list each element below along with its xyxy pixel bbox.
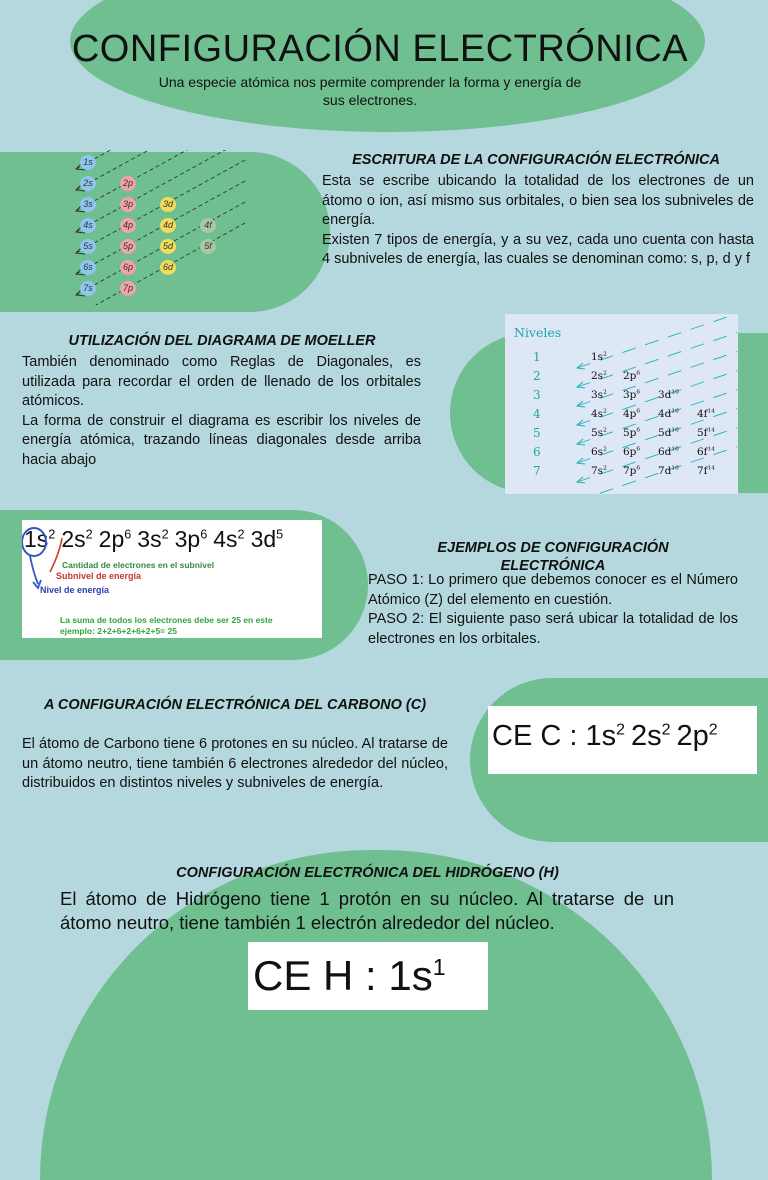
orbital-6d: 6d [160,260,176,275]
carbono-paragraph: El átomo de Carbono tiene 6 protones en su núcleo. Al tratarse de un átomo neutro, tiene también 6 electrones alrededor del núcleo, distribuidos en distintos niveles y subniveles de energía. [22,736,448,791]
orbital-5p: 5p [120,239,136,254]
niveles-term-6s: $6s^2$ [591,446,607,458]
escritura-paragraph-1: Esta se escribe ubicando la totalidad de los electrones de un átomo o ion, así mismo sus orbitales, o bien sea los subniveles de energía. [322,173,754,228]
formula-term-2s: $2s^2$ [630,720,671,752]
level-number-4: 4 [533,407,541,421]
orbital-4p: 4p [120,218,136,233]
orbital-2p: 2p [120,176,136,191]
niveles-term-4f: $4f^{14}$ [697,408,715,420]
niveles-term-3d: $3d^{10}$ [658,389,679,401]
ejemplos-paso-1: PASO 1: Lo primero que debemos conocer es el Número Atómico (Z) del elemento en cuestión. [368,572,738,608]
ejemplos-text [368,571,738,649]
page-title: CONFIGURACIÓN ELECTRÓNICA [71,28,689,70]
orbital-6p: 6p [120,260,136,275]
formula-term-3d: $3d^5$ [250,526,284,552]
formula-prefix: CE H : [253,952,389,999]
ejemplos-heading: EJEMPLOS DE CONFIGURACIÓN ELECTRÓNICA [437,540,669,574]
niveles-term-5p: $5p^6$ [623,427,641,439]
formula-term-2p: $2p^6$ [98,526,132,552]
niveles-term-1s: $1s^2$ [591,351,607,363]
niveles-term-4d: $4d^{10}$ [658,408,679,420]
niveles-term-4p: $4p^6$ [623,408,641,420]
formula-term-2s: $2s^2$ [61,526,93,552]
annotation-sum-line-2: ejemplo: 2+2+6+2+6+2+5= 25 [60,626,177,636]
orbital-2s: 2s [80,176,96,191]
escritura-heading: ESCRITURA DE LA CONFIGURACIÓN ELECTRÓNICA [352,152,720,168]
orbital-5d: 5d [160,239,176,254]
page-subtitle: Una especie atómica nos permite comprender la forma y energía de sus electrones. [158,74,582,108]
formula-term-4s: $4s^2$ [213,526,245,552]
hidrogeno-heading: CONFIGURACIÓN ELECTRÓNICA DEL HIDRÓGENO (H) [176,865,559,881]
niveles-term-6d: $6d^{10}$ [658,446,679,458]
annotation-sublevel: Subnivel de energía [56,571,142,581]
annotation-sum-line-1: La suma de todos los electrones debe ser 25 en este [60,615,273,625]
carbono-heading: A CONFIGURACIÓN ELECTRÓNICA DEL CARBONO (C) [43,697,427,713]
hidrogeno-text [60,887,674,935]
example-configuration-card [22,520,322,638]
level-number-1: 1 [533,350,541,364]
niveles-term-2p: $2p^6$ [623,370,641,382]
moeller-heading: UTILIZACIÓN DEL DIAGRAMA DE MOELLER [68,333,376,349]
orbital-6s: 6s [80,260,96,275]
hidrogeno-paragraph: El átomo de Hidrógeno tiene 1 protón en su núcleo. Al tratarse de un átomo neutro, tiene también 1 electrón alrededor del núcleo. [60,888,674,933]
ejemplos-paso-2: PASO 2: El siguiente paso será ubicar la totalidad de los electrones en los orbitales. [368,611,738,647]
niveles-term-3p: $3p^6$ [623,389,641,401]
level-number-5: 5 [533,426,541,440]
formula-term-1s: $1s^2$ [24,526,56,552]
niveles-term-5f: $5f^{14}$ [697,427,715,439]
formula-prefix: CE C : [492,720,586,752]
hydrogen-formula [253,952,446,1000]
annotation-electron-count: Cantidad de electrones en el subnivel [62,560,215,570]
diagonal-line [76,150,246,190]
carbono-text [22,735,448,794]
escritura-text [322,172,754,270]
orbital-3s: 3s [80,197,96,212]
orbital-7p: 7p [120,281,136,296]
orbital-4f: 4f [200,218,216,233]
moeller-paragraph-2: La forma de construir el diagrama es escribir los niveles de energía atómica, trazando líneas diagonales desde arriba hacia abajo [22,412,421,468]
level-number-6: 6 [533,445,541,459]
niveles-term-5s: $5s^2$ [591,427,607,439]
orbital-1s: 1s [80,155,96,170]
moeller-diagram-small [62,150,252,305]
carbon-formula-card [488,706,757,774]
niveles-diagram [505,314,738,494]
orbital-5f: 5f [200,239,216,254]
hydrogen-formula-card [248,942,488,1010]
niveles-term-7s: $7s^2$ [591,465,607,477]
orbital-4s: 4s [80,218,96,233]
niveles-term-6p: $6p^6$ [623,446,641,458]
orbital-4d: 4d [160,218,176,233]
orbital-5s: 5s [80,239,96,254]
moeller-text [22,353,421,470]
formula-term-1s: $1s^1$ [388,952,446,999]
niveles-term-2s: $2s^2$ [591,370,607,382]
annotation-level: Nivel de energía [40,585,110,595]
moeller-paragraph-1: También denominado como Reglas de Diagonales, es utilizada para recordar el orden de llenado de los orbitales atómicos. [22,354,421,409]
niveles-term-3s: $3s^2$ [591,389,607,401]
niveles-label: Niveles [514,325,562,340]
niveles-term-5d: $5d^{10}$ [658,427,679,439]
formula-term-3p: $3p^6$ [174,526,208,552]
niveles-term-7p: $7p^6$ [623,465,641,477]
level-number-2: 2 [533,369,541,383]
formula-term-2p: $2p^2$ [676,720,718,752]
orbital-3d: 3d [160,197,176,212]
niveles-term-7d: $7d^{10}$ [658,465,679,477]
escritura-paragraph-2: Existen 7 tipos de energía, y a su vez, cada uno cuenta con hasta 4 subniveles de energía, las cuales se denominan como: s, p, d y f [322,231,754,267]
formula-term-1s: $1s^2$ [585,720,625,752]
formula-term-3s: $3s^2$ [137,526,169,552]
orbital-7s: 7s [80,281,96,296]
niveles-term-7f: $7f^{14}$ [697,465,715,477]
orbital-3p: 3p [120,197,136,212]
level-number-7: 7 [533,464,541,478]
level-number-3: 3 [533,388,541,402]
carbon-formula [492,720,718,753]
niveles-term-4s: $4s^2$ [591,408,607,420]
niveles-term-6f: $6f^{14}$ [697,446,715,458]
